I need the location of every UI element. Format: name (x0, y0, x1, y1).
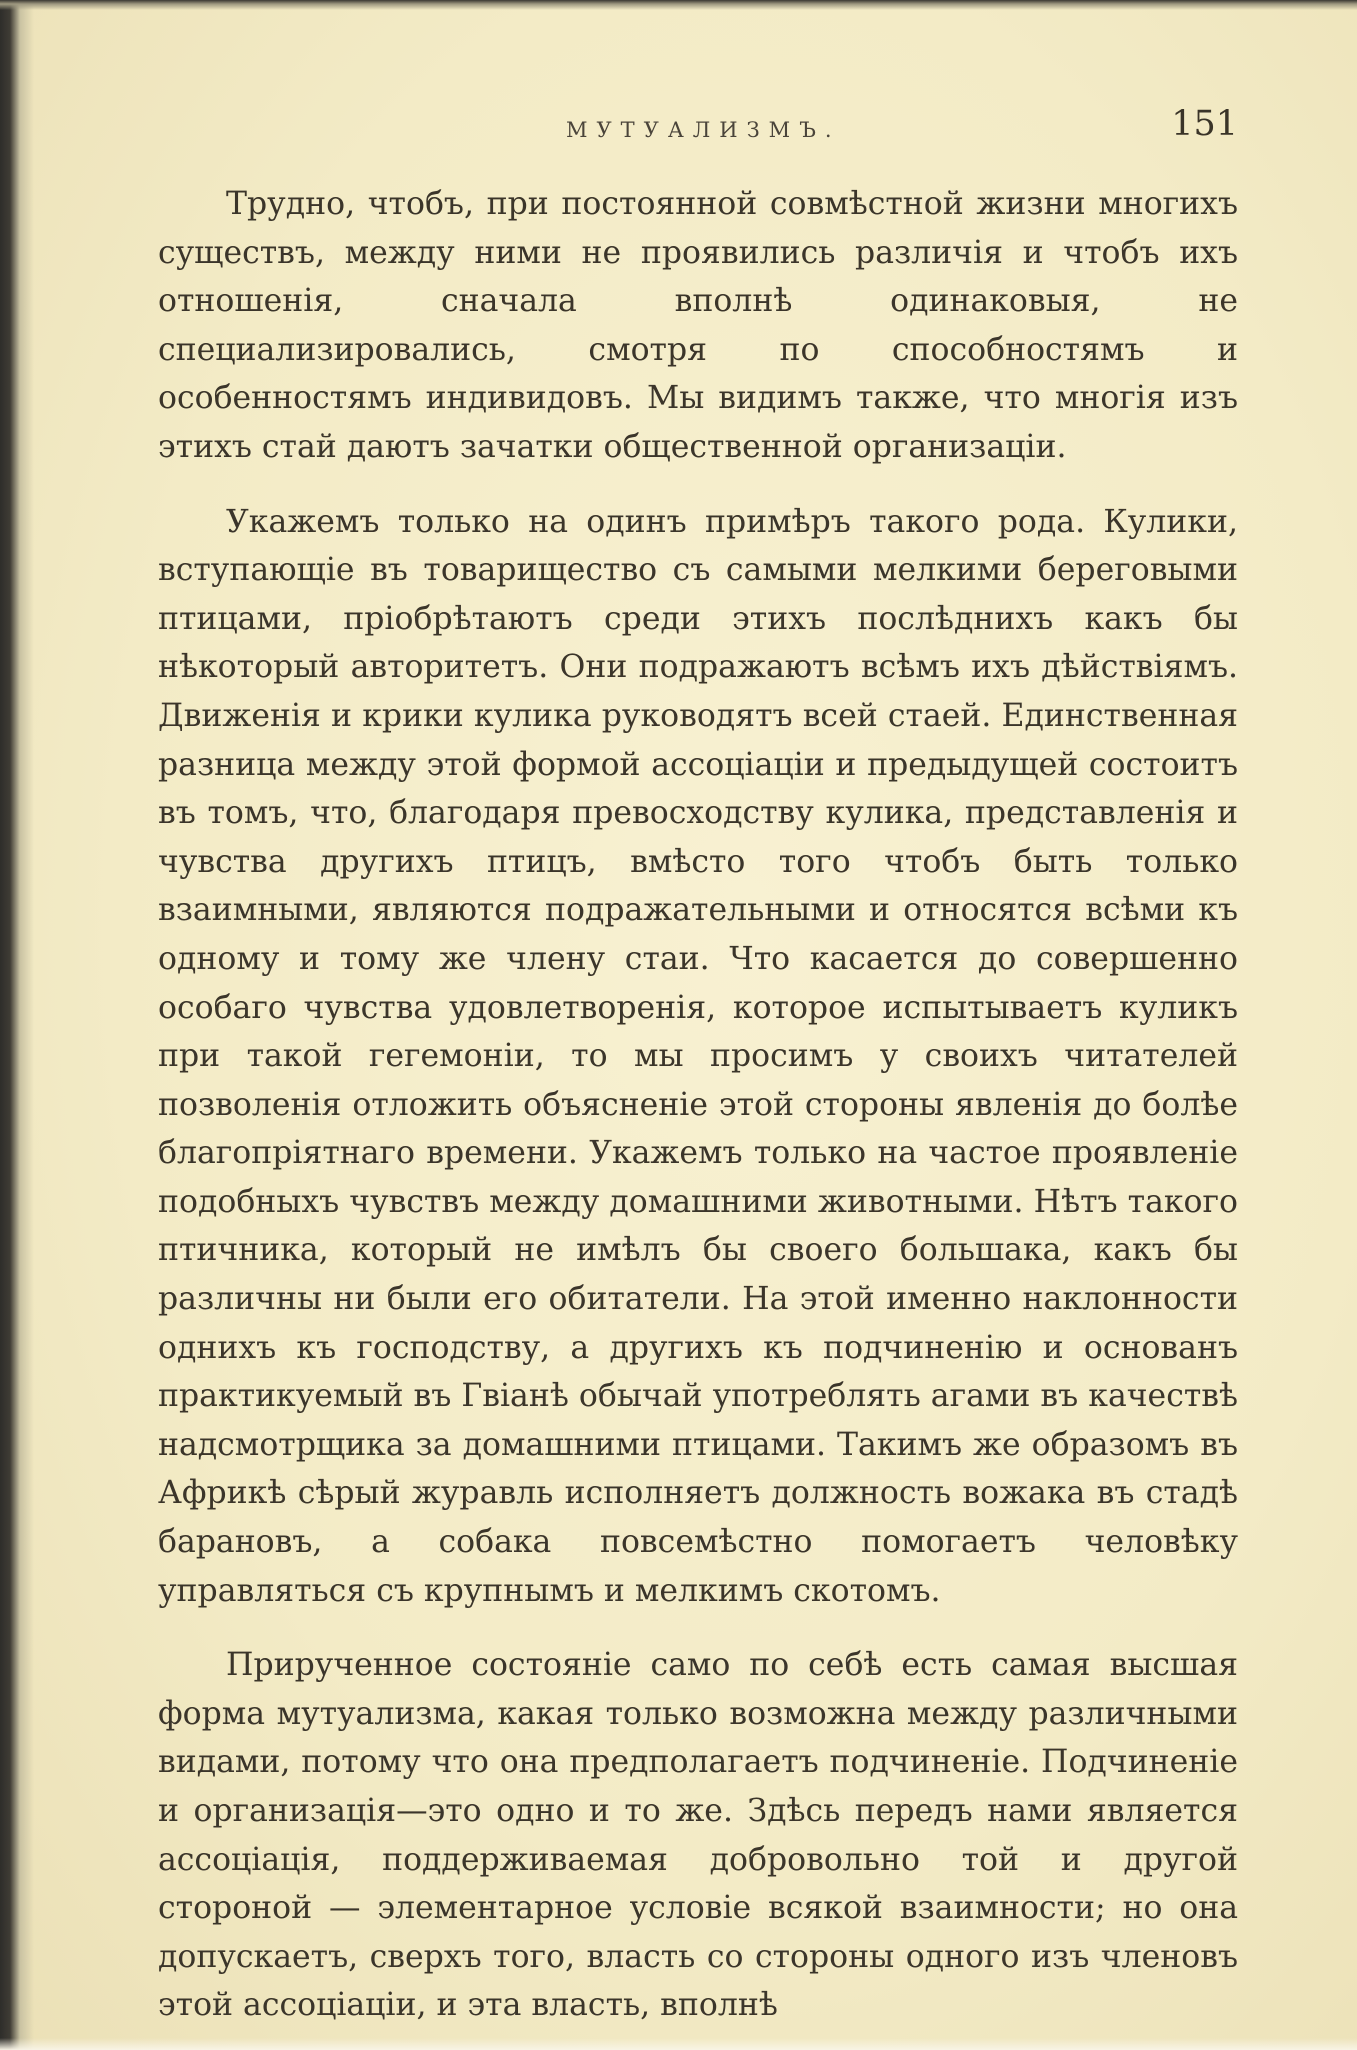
running-title: МУТУАЛИЗМЪ. (566, 118, 841, 142)
paragraph-1: Трудно, чтобъ, при постоянной совмѣстной жизни многихъ существъ, между ними не проявились различія и чтобъ ихъ отношенія, сначала вполнѣ одинаковыя, не специализировались, смотря по способностямъ и особенностямъ индивидовъ. Мы видимъ также, что многія изъ этихъ стай даютъ зачатки общественной организаціи. (158, 186, 1238, 465)
bottom-edge (0, 2038, 1357, 2050)
body-text (158, 180, 1238, 2030)
paragraph-2: Укажемъ только на одинъ примѣръ такого рода. Кулики, вступающіе въ товарищество съ самыми мелкими береговыми птицами, пріобрѣтаютъ среди этихъ послѣднихъ какъ бы нѣкоторый авторитетъ. Они подражаютъ всѣмъ ихъ дѣйствіямъ. Движенія и крики кулика руководятъ всей стаей. Единственная разница между этой формой ассоціаціи и предыдущей состоитъ въ томъ, что, благодаря превосходству кулика, представленія и чувства другихъ птицъ, вмѣсто того чтобъ быть только взаимными, являются подражательными и относятся всѣми къ одному и тому же члену стаи. Что касается до совершенно особаго чувства удовлетворенія, которое испытываетъ куликъ при такой гегемоніи, то мы просимъ у своихъ читателей позволенія отложить объясненіе этой стороны явленія до болѣе благопріятнаго времени. Укажемъ только на частое проявленіе подобныхъ чувствъ между домашними животными. Нѣтъ такого птичника, который не имѣлъ бы своего большака, какъ бы различны ни были его обитатели. На этой именно наклонности однихъ къ господству, а другихъ къ подчиненію и основанъ практикуемый въ Гвіанѣ обычай употреблять агами въ качествѣ надсмотрщика за домашними птицами. Такимъ же образомъ въ Африкѣ сѣрый журавль исполняетъ должность вожака въ стадѣ барановъ, а собака повсемѣстно помогаетъ человѣку управляться съ крупнымъ и мелкимъ скотомъ. (158, 503, 1238, 1609)
binding-shadow (0, 0, 34, 2050)
top-edge (0, 0, 1357, 10)
page-number: 151 (1171, 104, 1238, 144)
page-header (158, 104, 1238, 154)
paragraph-3: Прирученное состояніе само по себѣ есть самая высшая форма мутуализма, какая только возможна между различными видами, потому что она предполагаетъ подчиненіе. Подчиненіе и организація—это одно и то же. Здѣсь передъ нами является ассоціація, поддерживаемая добровольно той и другой стороной — элементарное условіе всякой взаимности; но она допускаетъ, сверхъ того, власть со стороны одного изъ членовъ этой ассоціаціи, и эта власть, вполнѣ (158, 1647, 1238, 2024)
